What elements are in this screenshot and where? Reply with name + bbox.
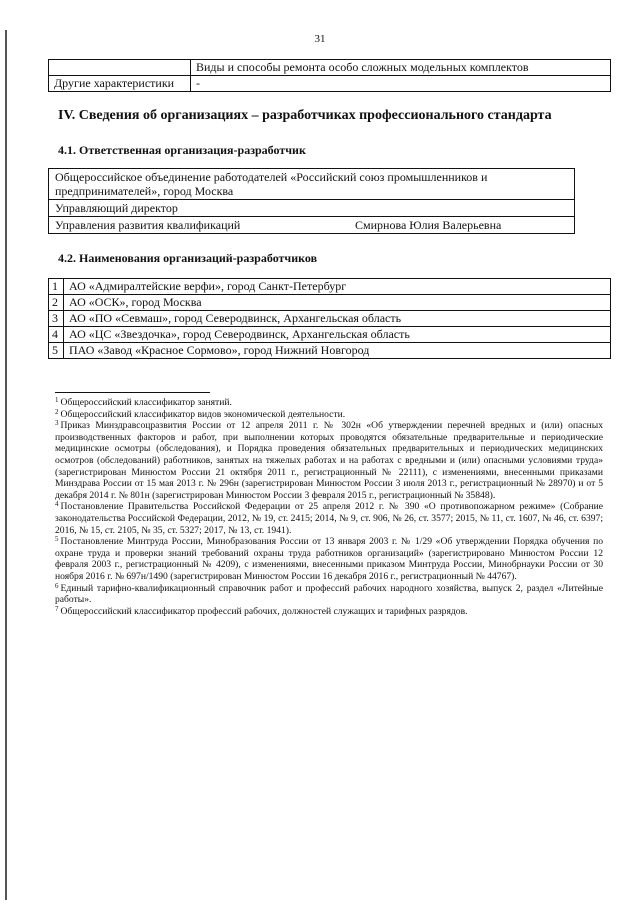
footnote xyxy=(55,583,603,606)
table-cell-value: Виды и способы ремонта особо сложных модельных комплектов xyxy=(191,60,611,76)
footnote-text: Общероссийский классификатор профессий рабочих, должностей служащих и тарифных разрядов. xyxy=(60,605,468,617)
footnote-text: Единый тарифно-квалификационный справочник работ и профессий рабочих народного хозяйства, выпуск 2, раздел «Литейные работы». xyxy=(55,582,603,606)
row-number: 3 xyxy=(49,311,64,327)
table-cell-value: - xyxy=(191,76,611,92)
footnote xyxy=(55,397,603,409)
footnote-text: Постановление Минтруда России, Минобразования России от 13 января 2003 г. № 1/29 «Об утверждении Порядка обучения по охране труда и проверки знаний требований охраны труда работников организаций» (зарегистрировано Минюстом России 12 февраля 2003 г., регистрационный № 4209), с изменениями, внесенными приказом Минтруда России, Минобрнауки России от 30 ноября 2016 г. № 697н/1490 (зарегистрирован Минюстом России 16 декабря 2016 г., регистрационный № 44767). xyxy=(55,536,603,582)
table-row xyxy=(49,279,611,295)
characteristics-table xyxy=(48,59,611,92)
footnotes xyxy=(55,397,603,617)
table-row xyxy=(49,327,611,343)
row-number: 2 xyxy=(49,295,64,311)
organization-cell: АО «ПО «Севмаш», город Северодвинск, Архангельская область xyxy=(64,311,611,327)
footnote-text: Приказ Минздравсоцразвития России от 12 апреля 2011 г. № 302н «Об утверждении перечней вредных и (или) опасных производственных факторов и работ, при выполнении которых проводятся обязательные предварительные и периодические медицинские осмотры (обследования), и Порядка проведения обязательных предварительных и периодических медицинских осмотров (обследований) работников, занятых на тяжелых работах и на работах с вредными и (или) опасными условиями труда» (зарегистрирован Минюстом России 21 октября 2011 г., регистрационный № 22111), с изменениями, внесенными приказами Минздрава России от 15 мая 2013 г. № 296н (зарегистрирован Минюстом России 3 июля 2013 г., регистрационный № 28970) и от 5 декабря 2014 г. № 801н (зарегистрирован Минюстом России 3 февраля 2015 г., регистрационный № 35848). xyxy=(55,420,603,501)
table-cell-label xyxy=(49,60,191,76)
table-row xyxy=(49,295,611,311)
scan-edge xyxy=(5,30,7,900)
footnote-number: 7 xyxy=(55,604,59,613)
row-number: 1 xyxy=(49,279,64,295)
footnote-divider xyxy=(55,392,210,393)
organization-cell: АО «Адмиралтейские верфи», город Санкт-Петербург xyxy=(64,279,611,295)
person-name: Смирнова Юлия Валерьевна xyxy=(355,218,502,232)
footnote-number: 1 xyxy=(55,396,59,404)
subsection-heading-developers: 4.2. Наименования организаций-разработчиков xyxy=(58,251,318,265)
footnote-number: 6 xyxy=(55,581,59,590)
table-row xyxy=(49,60,611,76)
section-heading: IV. Сведения об организациях – разработчиках профессионального стандарта xyxy=(58,108,552,123)
footnote xyxy=(55,420,603,501)
footnote-number: 4 xyxy=(55,500,59,509)
responsible-organization-box xyxy=(48,168,575,234)
footnote xyxy=(55,606,603,618)
table-row xyxy=(49,343,611,359)
developers-table xyxy=(48,278,611,359)
page-number: 31 xyxy=(314,33,326,45)
position-department: Управления развития квалификаций xyxy=(55,218,241,232)
footnote xyxy=(55,409,603,421)
organization-cell: ПАО «Завод «Красное Сормово», город Нижний Новгород xyxy=(64,343,611,359)
footnote xyxy=(55,536,603,582)
row-number: 5 xyxy=(49,343,64,359)
footnote-number: 5 xyxy=(55,535,59,544)
person-row xyxy=(49,216,574,233)
position-line: Управляющий директор xyxy=(49,199,574,216)
footnote xyxy=(55,501,603,536)
footnote-text: Общероссийский классификатор видов экономической деятельности. xyxy=(60,408,346,420)
table-row xyxy=(49,311,611,327)
footnote-text: Постановление Правительства Российской Федерации от 25 апреля 2012 г. № 390 «О противопожарном режиме» (Собрание законодательства Российской Федерации, 2012, № 19, ст. 2415; 2014, № 9, ст. 906, № 26, ст. 3577; 2015, № 11, ст. 1607, № 46, ст. 6397; 2016, № 15, ст. 2105, № 35, ст. 5327; 2017, № 13, ст. 1941). xyxy=(55,501,603,536)
row-number: 4 xyxy=(49,327,64,343)
organization-name: Общероссийское объединение работодателей «Российский союз промышленников и предпринимателей», город Москва xyxy=(55,170,488,198)
table-row xyxy=(49,76,611,92)
organization-cell: АО «ОСК», город Москва xyxy=(64,295,611,311)
subsection-heading-responsible: 4.1. Ответственная организация-разработчик xyxy=(58,143,306,157)
footnote-text: Общероссийский классификатор занятий. xyxy=(60,397,232,408)
organization-cell: АО «ЦС «Звездочка», город Северодвинск, Архангельская область xyxy=(64,327,611,343)
footnote-number: 2 xyxy=(55,407,59,416)
footnote-number: 3 xyxy=(55,419,59,428)
table-cell-label: Другие характеристики xyxy=(49,76,191,92)
